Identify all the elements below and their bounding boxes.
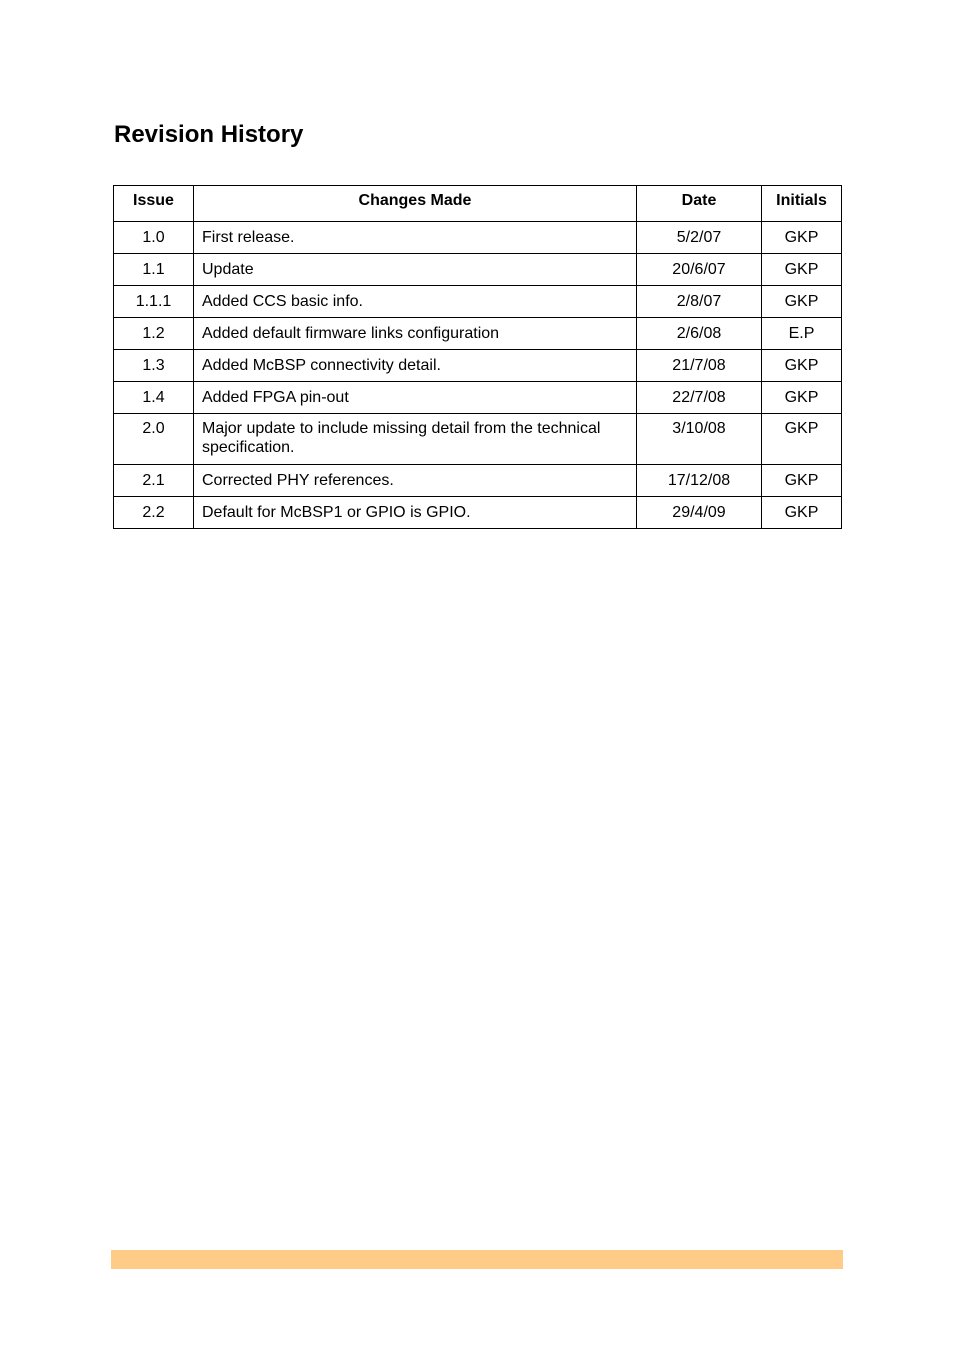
date-cell: 20/6/07	[637, 254, 762, 286]
column-header-issue: Issue	[114, 186, 194, 222]
date-cell: 2/6/08	[637, 318, 762, 350]
date-cell: 3/10/08	[637, 414, 762, 465]
date-cell: 21/7/08	[637, 350, 762, 382]
table-row	[114, 414, 842, 465]
issue-cell: 1.4	[114, 382, 194, 414]
initials-cell: GKP	[762, 382, 842, 414]
issue-cell: 2.0	[114, 414, 194, 465]
changes-cell: Default for McBSP1 or GPIO is GPIO.	[194, 497, 637, 529]
issue-cell: 1.2	[114, 318, 194, 350]
table-row	[114, 382, 842, 414]
column-header-initials: Initials	[762, 186, 842, 222]
issue-cell: 1.1.1	[114, 286, 194, 318]
table-row	[114, 497, 842, 529]
issue-cell: 1.3	[114, 350, 194, 382]
initials-cell: GKP	[762, 497, 842, 529]
changes-cell: Added McBSP connectivity detail.	[194, 350, 637, 382]
table-header-row	[114, 186, 842, 222]
changes-cell: Update	[194, 254, 637, 286]
table-row	[114, 254, 842, 286]
changes-cell: Added FPGA pin-out	[194, 382, 637, 414]
date-cell: 29/4/09	[637, 497, 762, 529]
initials-cell: GKP	[762, 254, 842, 286]
column-header-changes: Changes Made	[194, 186, 637, 222]
table-row	[114, 350, 842, 382]
initials-cell: GKP	[762, 350, 842, 382]
changes-cell: Major update to include missing detail from the technical specification.	[194, 414, 637, 465]
initials-cell: GKP	[762, 222, 842, 254]
changes-cell: First release.	[194, 222, 637, 254]
changes-cell: Added default firmware links configuration	[194, 318, 637, 350]
page-title: Revision History	[114, 121, 304, 148]
changes-cell: Corrected PHY references.	[194, 465, 637, 497]
issue-cell: 1.1	[114, 254, 194, 286]
table-row	[114, 286, 842, 318]
initials-cell: GKP	[762, 414, 842, 465]
date-cell: 22/7/08	[637, 382, 762, 414]
revision-history-table	[113, 185, 842, 529]
table-row	[114, 222, 842, 254]
issue-cell: 1.0	[114, 222, 194, 254]
table-row	[114, 318, 842, 350]
initials-cell: GKP	[762, 465, 842, 497]
issue-cell: 2.1	[114, 465, 194, 497]
date-cell: 2/8/07	[637, 286, 762, 318]
table-row	[114, 465, 842, 497]
initials-cell: E.P	[762, 318, 842, 350]
initials-cell: GKP	[762, 286, 842, 318]
changes-cell: Added CCS basic info.	[194, 286, 637, 318]
issue-cell: 2.2	[114, 497, 194, 529]
column-header-date: Date	[637, 186, 762, 222]
date-cell: 5/2/07	[637, 222, 762, 254]
date-cell: 17/12/08	[637, 465, 762, 497]
footer-bar	[111, 1250, 843, 1269]
